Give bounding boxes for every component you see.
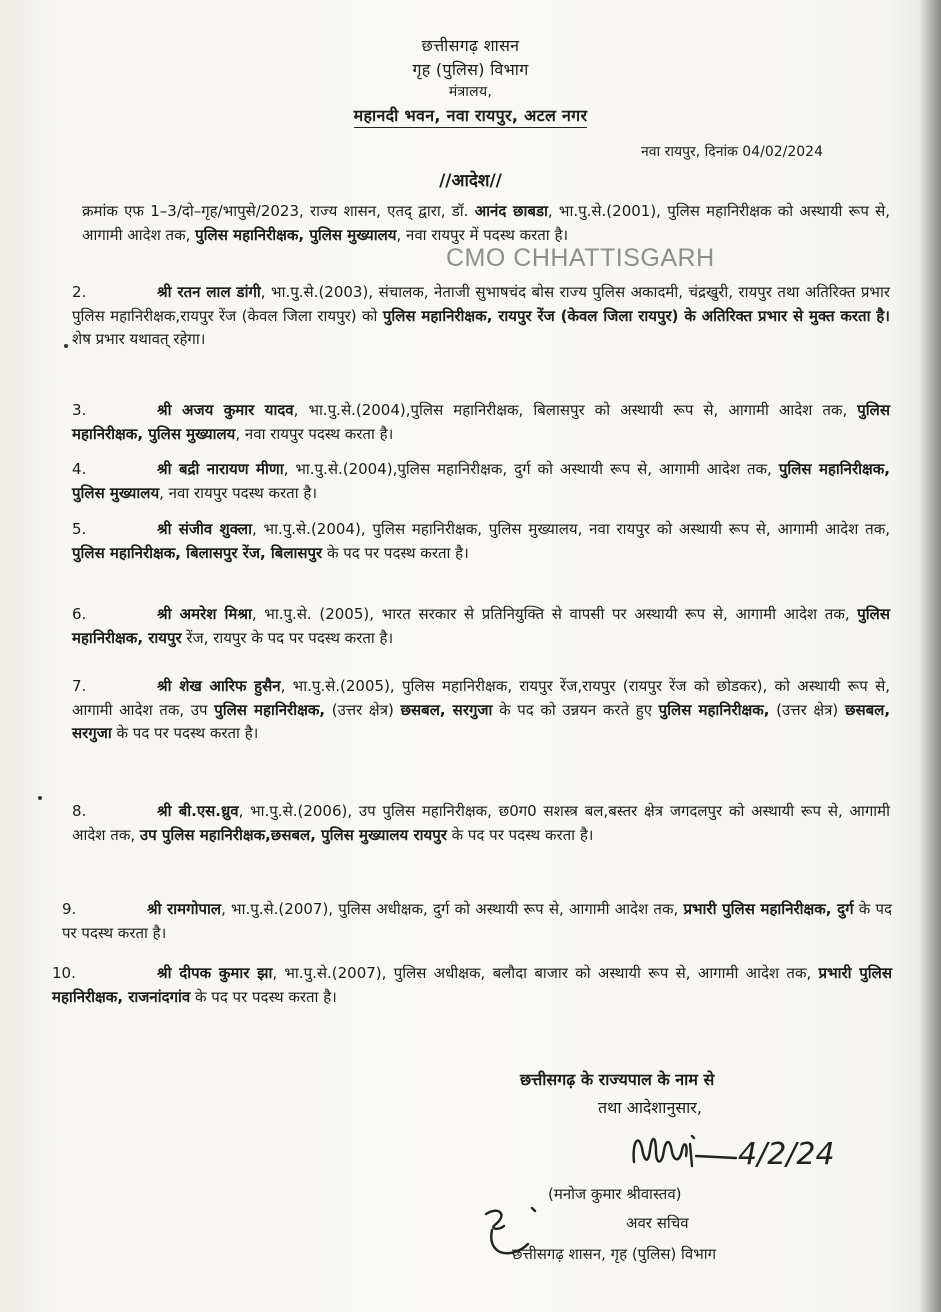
bold-text: श्री संजीव शुक्ला — [157, 520, 252, 538]
bold-text: श्री रामगोपाल — [147, 900, 222, 918]
bold-text: श्री शेख आरिफ हुसैन — [157, 677, 281, 695]
signature-order-line: तथा आदेशानुसार, — [598, 1098, 702, 1117]
bold-text: श्री अजय कुमार यादव — [157, 401, 294, 419]
bold-text: पुलिस महानिरीक्षक, रायपुर — [72, 605, 890, 647]
paragraph-text: रेंज, रायपुर के पद पर पदस्थ करता है। — [181, 628, 394, 647]
bold-text: पुलिस महानिरीक्षक, बिलासपुर रेंज, बिलासपुर — [72, 543, 323, 562]
paragraph-number: 3. — [72, 401, 87, 419]
paragraph-text: , नवा रायपुर पदस्थ करता है। — [235, 424, 394, 443]
paragraph-text: , भा.पु.से.(2001), पुलिस महानिरीक्षक को अस्थायी रूप से, आगामी आदेश तक, — [82, 202, 891, 244]
paragraph-3 — [72, 399, 890, 446]
paragraph-text: , नवा रायपुर पदस्थ करता है। — [159, 483, 318, 502]
bold-text: श्री बद्री नारायण मीणा — [157, 460, 284, 478]
paragraph-7 — [72, 675, 890, 746]
paragraph-text: के पद पर पदस्थ करता है। — [322, 543, 469, 562]
bold-text: प्रभारी पुलिस महानिरीक्षक, दुर्ग — [683, 900, 854, 918]
bold-text: श्री दीपक कुमार झा — [157, 964, 273, 982]
paragraph-9 — [62, 898, 892, 945]
paragraph-number: 10. — [52, 964, 76, 982]
paragraph-text: , भा.पु.से.(2004), पुलिस महानिरीक्षक, पुलिस मुख्यालय, नवा रायपुर को अस्थायी रूप से, आगामी आदेश तक, — [251, 520, 890, 538]
paragraph-text: , भा.पु.से.(2003), संचालक, नेताजी सुभाषचंद बोस राज्य पुलिस अकादमी, चंद्रखुरी, रायपुर तथा अतिरिक्त प्रभार पुलिस महानिरीक्षक,रायपुर रेंज (केवल जिला रायपुर) को — [72, 283, 890, 325]
paragraph-text: क्रमांक एफ 1–3/दो–गृह/भापुसे/2023, राज्य शासन, एतद् द्वारा, डॉ. — [82, 202, 475, 220]
header-address — [0, 104, 941, 126]
bold-text: उप पुलिस महानिरीक्षक,छसबल, पुलिस मुख्यालय रायपुर — [139, 825, 447, 844]
paragraph-text: , भा.पु.से.(2005), पुलिस महानिरीक्षक, रायपुर रेंज,रायपुर (रायपुर रेंज को छोडकर), को अस्थायी रूप से, आगामी आदेश तक, उप — [72, 677, 890, 719]
bold-text: श्री अमरेश मिश्रा — [157, 605, 252, 623]
signature-authority-line: छत्तीसगढ़ के राज्यपाल के नाम से — [520, 1070, 715, 1089]
paragraph-text: , भा.पु.से.(2007), पुलिस अधीक्षक, दुर्ग को अस्थायी रूप से, आगामी आदेश तक, — [221, 900, 684, 918]
paragraph-text: (उत्तर क्षेत्र) — [325, 700, 401, 719]
paragraph-text: (उत्तर क्षेत्र) — [769, 700, 845, 719]
paragraph-text: शेष प्रभार यथावत् रहेगा। — [72, 330, 206, 348]
bold-text: पुलिस महानिरीक्षक, रायपुर रेंज (केवल जिला रायपुर) के अतिरिक्त प्रभार से मुक्त करता है। — [382, 306, 890, 325]
order-title: //आदेश// — [439, 171, 502, 191]
paragraph-number: 8. — [72, 802, 87, 820]
bold-text: पुलिस महानिरीक्षक, पुलिस मुख्यालय — [195, 225, 397, 244]
bold-text: छसबल, सरगुजा — [72, 700, 891, 742]
paragraph-1 — [82, 200, 890, 247]
paragraph-text: के पद पर पदस्थ करता है। — [62, 900, 893, 942]
paragraph-text: , नवा रायपुर में पदस्थ करता है। — [396, 225, 569, 244]
paragraph-text: के पद पर पदस्थ करता है। — [111, 724, 259, 742]
bold-text: पुलिस महानिरीक्षक, पुलिस मुख्यालय — [72, 460, 890, 502]
header-department: गृह (पुलिस) विभाग — [412, 60, 529, 79]
paragraph-text: , भा.पु.से.(2007), पुलिस अधीक्षक, बलौदा बाजार को अस्थायी रूप से, आगामी आदेश तक, — [272, 964, 819, 982]
bold-text: आनंद छाबडा — [474, 202, 548, 220]
paragraph-text: के पद पर पदस्थ करता है। — [190, 987, 337, 1006]
bold-text: पुलिस महानिरीक्षक, — [658, 700, 770, 719]
paragraph-number: 2. — [72, 283, 87, 301]
bold-text: श्री रतन लाल डांगी — [157, 283, 261, 301]
paragraph-number: 6. — [72, 605, 87, 623]
paragraph-number: 4. — [72, 460, 87, 478]
signatory-name: (मनोज कुमार श्रीवास्तव) — [548, 1185, 682, 1203]
scan-speck — [64, 344, 68, 348]
bold-text: छसबल, सरगुजा — [400, 700, 493, 719]
handwritten-date: 4/2/24 — [738, 1137, 835, 1172]
paragraph-5 — [72, 518, 890, 565]
page-edge-shadow — [919, 0, 941, 1312]
scan-speck — [38, 796, 42, 800]
paragraph-number: 7. — [72, 677, 87, 695]
signatory-designation: अवर सचिव — [626, 1214, 689, 1232]
paragraph-text: के पद पर पदस्थ करता है। — [446, 825, 594, 844]
paragraph-number: 9. — [62, 900, 77, 918]
paragraph-text: , भा.पु.से.(2004),पुलिस महानिरीक्षक, दुर्ग को अस्थायी रूप से, आगामी आदेश तक, — [283, 460, 779, 478]
bold-text: पुलिस महानिरीक्षक, — [214, 700, 326, 719]
bold-text: पुलिस महानिरीक्षक, पुलिस मुख्यालय — [72, 401, 890, 443]
paragraph-10 — [52, 962, 892, 1009]
paragraph-4 — [72, 458, 890, 505]
paragraph-number: 5. — [72, 520, 87, 538]
handwritten-signature — [626, 1122, 856, 1184]
paragraph-8 — [72, 800, 890, 847]
watermark: CMO CHHATTISGARH — [446, 244, 715, 272]
paragraph-text: , भा.पु.से.(2006), उप पुलिस महानिरीक्षक, छ0ग0 सशस्त्र बल,बस्तर क्षेत्र जगदलपुर को अस्थायी रूप से, आगामी आदेश तक, — [72, 802, 890, 844]
paragraph-2 — [72, 281, 890, 352]
header-government: छत्तीसगढ़ शासन — [421, 36, 520, 55]
header-ministry: मंत्रालय, — [448, 84, 493, 100]
paragraph-6 — [72, 603, 890, 650]
header-address-text: महानदी भवन, नवा रायपुर, अटल नगर — [354, 106, 588, 128]
paragraph-text: , भा.पु.से.(2004),पुलिस महानिरीक्षक, बिलासपुर को अस्थायी रूप से, आगामी आदेश तक, — [293, 401, 858, 419]
bold-text: प्रभारी पुलिस महानिरीक्षक, राजनांदगांव — [52, 964, 892, 1006]
paragraph-text: , भा.पु.से. (2005), भारत सरकार से प्रतिनियुक्ति से वापसी पर अस्थायी रूप से, आगामी आदेश तक, — [251, 605, 858, 623]
paragraph-text: के पद को उन्नयन करते हुए — [492, 700, 659, 719]
order-date: नवा रायपुर, दिनांक 04/02/2024 — [640, 144, 823, 160]
bold-text: श्री बी.एस.ध्रुव — [157, 802, 239, 820]
signatory-department: छत्तीसगढ़ शासन, गृह (पुलिस) विभाग — [512, 1245, 717, 1263]
